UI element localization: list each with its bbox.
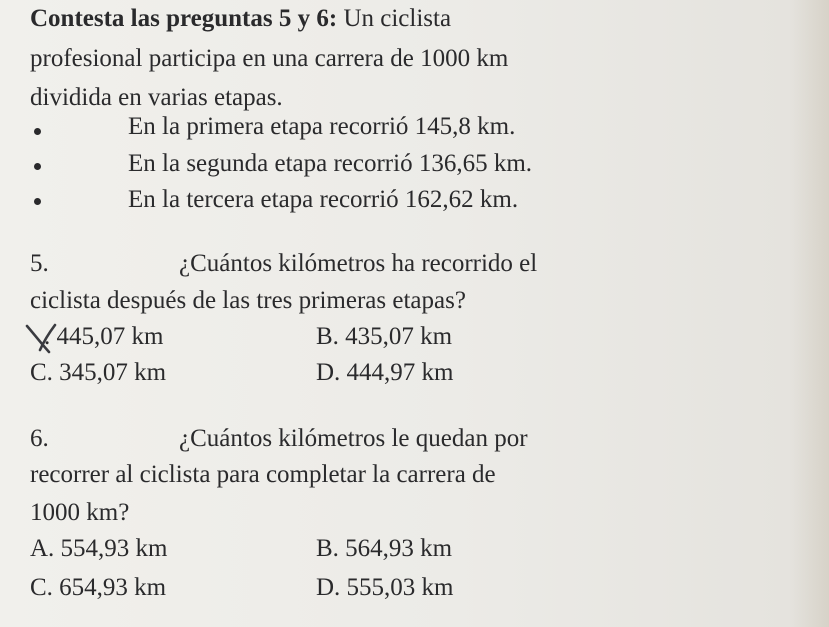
intro-line-2: profesional participa en una carrera de 1000 km [30,45,509,72]
q5-option-d: D. 444,97 km [316,359,454,386]
intro-line-1-rest: Un ciclista [343,5,452,32]
bullet-1 [34,128,41,135]
bullet-3 [34,198,41,205]
q5-option-c: C. 345,07 km [30,359,167,386]
q6-option-b: B. 564,93 km [316,535,453,562]
q6-line-3: 1000 km? [30,499,130,526]
intro-heading: Contesta las preguntas 5 y 6: [30,5,338,32]
q6-option-d: D. 555,03 km [316,574,454,601]
q6-number: 6. [30,425,49,452]
q5-line-1: ¿Cuántos kilómetros ha recorrido el [179,250,538,277]
q5-line-2: ciclista después de las tres primeras etapas? [30,287,466,314]
q6-line-1: ¿Cuántos kilómetros le quedan por [179,425,528,452]
page-edge-shadow [789,0,829,627]
q6-option-a: A. 554,93 km [30,535,168,562]
stage-1: En la primera etapa recorrió 145,8 km. [128,113,516,140]
stage-2: En la segunda etapa recorrió 136,65 km. [128,150,533,177]
q5-option-b: B. 435,07 km [316,323,453,350]
q6-line-2: recorrer al ciclista para completar la carrera de [30,461,496,488]
bullet-2 [34,163,41,170]
q5-number: 5. [30,250,49,277]
q6-option-c: C. 654,93 km [30,574,167,601]
intro-line-1 [30,4,451,34]
stage-3: En la tercera etapa recorrió 162,62 km. [128,186,519,213]
intro-line-3: dividida en varias etapas. [30,84,283,111]
q5-option-a: . 445,07 km [44,323,164,350]
